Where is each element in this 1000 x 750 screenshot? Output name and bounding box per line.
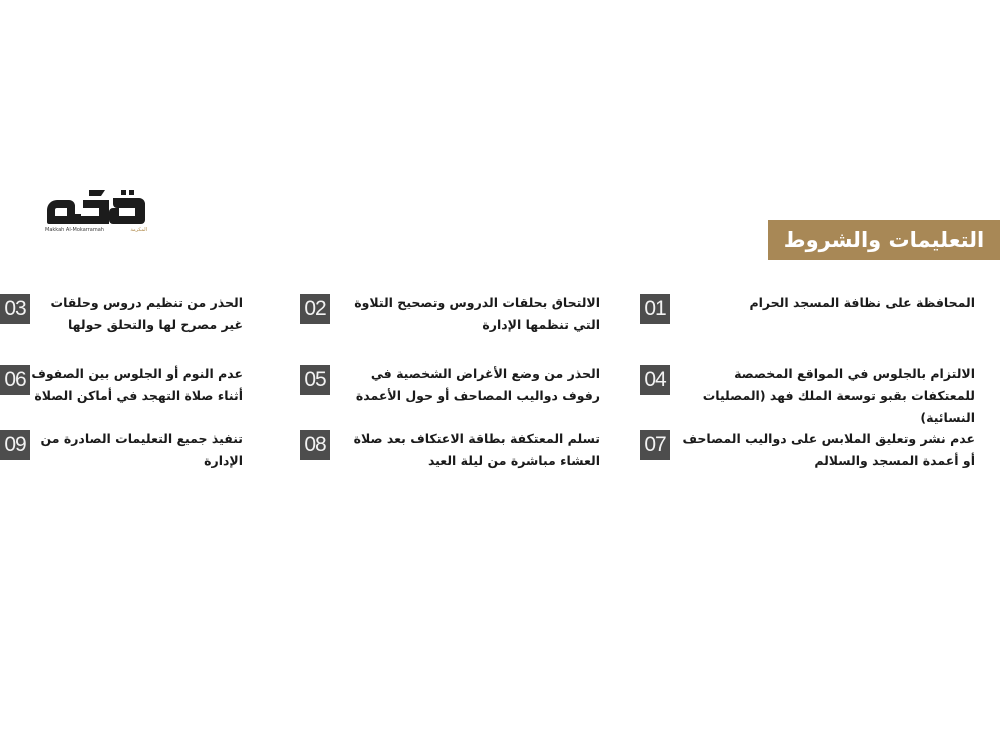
rule-text: عدم نشر وتعليق الملابس على دواليب المصاحف أو أعمدة المسجد والسلالم xyxy=(682,431,975,468)
rule-item-07 xyxy=(640,428,985,472)
title-banner xyxy=(768,220,1000,260)
rule-number: 03 xyxy=(0,294,30,324)
makkah-logo xyxy=(45,190,147,244)
page-title: التعليمات والشروط xyxy=(783,228,985,252)
rule-text: الحذر من تنظيم دروس وحلقات غير مصرح لها والتحلق حولها xyxy=(50,295,243,332)
rule-text: الالتزام بالجلوس في المواقع المخصصة للمعتكفات بقبو توسعة الملك فهد (المصليات النسائية) xyxy=(702,366,975,425)
makkah-logo-mark xyxy=(45,190,147,226)
rule-number: 01 xyxy=(640,294,670,324)
rule-text: الالتحاق بحلقات الدروس وتصحيح التلاوة التي تنظمها الإدارة xyxy=(354,295,600,332)
rule-number: 07 xyxy=(640,430,670,460)
rule-item-06 xyxy=(0,363,253,407)
rule-number: 05 xyxy=(300,365,330,395)
rule-text: عدم النوم أو الجلوس بين الصفوف أثناء صلاة التهجد في أماكن الصلاة xyxy=(31,366,243,403)
rule-number: 04 xyxy=(640,365,670,395)
logo-caption xyxy=(45,227,147,234)
rule-item-02 xyxy=(300,292,610,336)
rule-item-04 xyxy=(640,363,985,429)
logo-caption-arabic: المكرمة xyxy=(130,227,147,233)
rule-item-08 xyxy=(300,428,610,472)
rule-text: الحذر من وضع الأغراض الشخصية في رفوف دواليب المصاحف أو حول الأعمدة xyxy=(355,366,600,403)
rule-number: 08 xyxy=(300,430,330,460)
rule-item-01 xyxy=(640,292,985,324)
rule-number: 09 xyxy=(0,430,30,460)
rule-item-05 xyxy=(300,363,610,407)
rule-text: تسلم المعتكفة بطاقة الاعتكاف بعد صلاة العشاء مباشرة من ليلة العيد xyxy=(353,431,600,468)
rule-text: المحافظة على نظافة المسجد الحرام xyxy=(749,295,975,310)
rule-number: 06 xyxy=(0,365,30,395)
rule-number: 02 xyxy=(300,294,330,324)
logo-caption-latin: Makkah Al-Mokarramah xyxy=(45,227,104,233)
rule-text: تنفيذ جميع التعليمات الصادرة من الإدارة xyxy=(40,431,243,468)
rule-item-03 xyxy=(0,292,253,336)
rule-item-09 xyxy=(0,428,253,472)
